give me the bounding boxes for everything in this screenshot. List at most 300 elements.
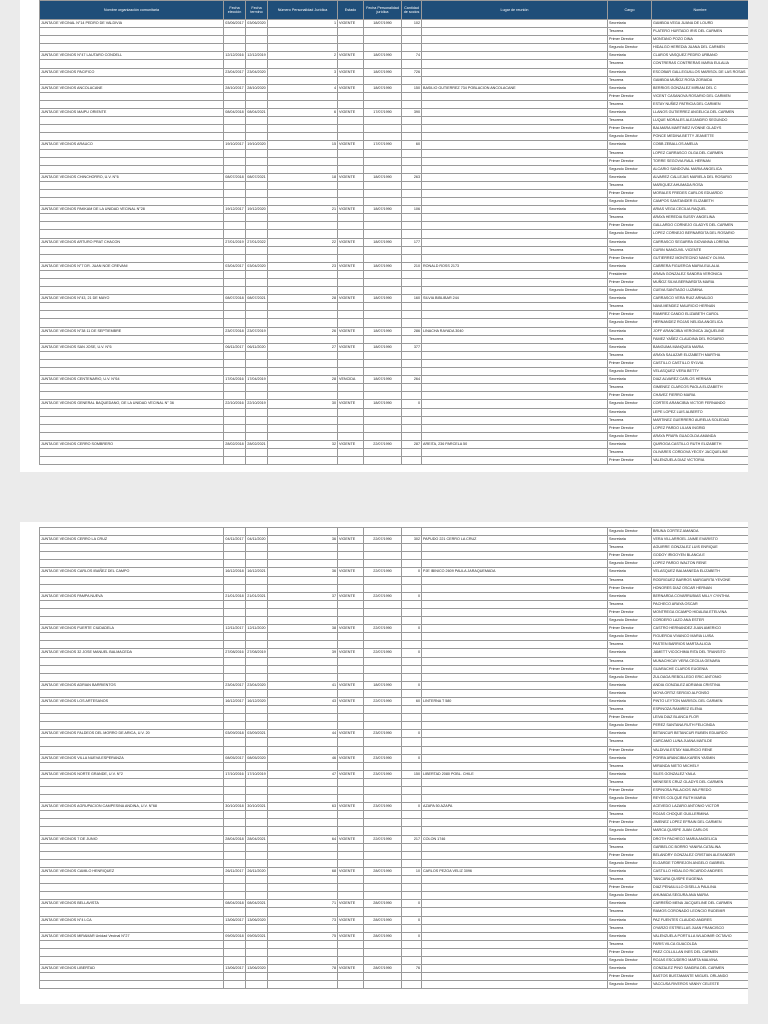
table-cell [246, 181, 268, 189]
table-cell [402, 44, 422, 52]
table-row [40, 956, 749, 964]
table-cell [40, 424, 224, 432]
table-cell [246, 600, 268, 608]
table-cell [40, 230, 224, 238]
table-cell: Secretaria [608, 867, 652, 875]
table-cell [224, 657, 246, 665]
table-cell [338, 956, 364, 964]
table-cell: 4 [268, 84, 338, 92]
table-cell [338, 884, 364, 892]
table-cell [422, 351, 608, 359]
table-cell: JUNTA DE VECINOS N°7 DR. JUAN NOE CREVANI [40, 262, 224, 270]
table-cell [246, 859, 268, 867]
table-cell [268, 665, 338, 673]
table-row [40, 351, 749, 359]
table-cell [40, 706, 224, 714]
table-cell [402, 584, 422, 592]
table-cell [422, 665, 608, 673]
table-cell: 76 [402, 965, 422, 973]
table-cell: 09/05/2018 [224, 932, 246, 940]
table-cell [338, 432, 364, 440]
table-cell [246, 738, 268, 746]
table-cell [338, 44, 364, 52]
table-cell: 0 [402, 625, 422, 633]
table-cell [422, 230, 608, 238]
table-cell [268, 270, 338, 278]
table-cell: 28/07/1990 [364, 932, 402, 940]
table-cell [224, 100, 246, 108]
table-cell [422, 973, 608, 981]
table-cell [224, 811, 246, 819]
table-cell [246, 576, 268, 584]
table-cell [246, 641, 268, 649]
table-cell [338, 408, 364, 416]
table-cell: Tesorera [608, 576, 652, 584]
table-cell: 0 [402, 916, 422, 924]
table-cell [402, 819, 422, 827]
table-row [40, 392, 749, 400]
table-row [40, 851, 749, 859]
table-cell [246, 125, 268, 133]
table-row [40, 270, 749, 278]
table-cell: 18/07/1990 [364, 327, 402, 335]
table-cell: BRUNA CORTEZ AMANDA [652, 528, 749, 536]
table-row [40, 68, 749, 76]
table-cell: CORTES ARANCIBIA VICTOR FERNANDO [652, 400, 749, 408]
table-cell: JUNTA DE VECINOS CAMILO HENRIQUEZ [40, 867, 224, 875]
table-cell [422, 20, 608, 28]
table-cell [224, 149, 246, 157]
table-cell [402, 359, 422, 367]
table-cell: Segundo Director [608, 560, 652, 568]
table-cell [246, 189, 268, 197]
table-cell [402, 722, 422, 730]
table-cell [224, 884, 246, 892]
table-cell: 160 [402, 295, 422, 303]
table-cell [402, 981, 422, 989]
table-cell [268, 859, 338, 867]
table-cell: 08/07/2021 [246, 173, 268, 181]
table-cell [40, 319, 224, 327]
table-cell: JUNTA DE VECINOS CERRO SOMBRERO [40, 440, 224, 448]
table-cell: Tesorera [608, 181, 652, 189]
table-cell: JUNTA DE VECINOS LOS ARTESANOS [40, 697, 224, 705]
table-cell [40, 181, 224, 189]
table-cell: 32 [268, 440, 338, 448]
table-cell [402, 222, 422, 230]
table-cell: Tesorera [608, 811, 652, 819]
table-cell: PORRA ARANCIBIA KAREN YASMIN [652, 754, 749, 762]
table-cell [246, 722, 268, 730]
table-cell: LEPE LOPEZ LUIS ALBERTO [652, 408, 749, 416]
table-cell: 286 [402, 327, 422, 335]
table-cell [402, 689, 422, 697]
table-cell [246, 287, 268, 295]
table-cell [422, 948, 608, 956]
table-cell [268, 28, 338, 36]
table-cell: GAMBOA VEGA JUANA DE LOURD [652, 20, 749, 28]
table-row [40, 892, 749, 900]
table-cell [246, 214, 268, 222]
table-cell [402, 36, 422, 44]
table-cell [422, 92, 608, 100]
table-cell: 28/07/1990 [364, 965, 402, 973]
table-cell [246, 254, 268, 262]
table-cell: 18/07/1990 [364, 173, 402, 181]
table-cell: 18/07/1990 [364, 343, 402, 351]
table-cell [364, 448, 402, 456]
table-cell [246, 948, 268, 956]
table-cell: 60 [402, 697, 422, 705]
table-cell: 19/12/2020 [246, 206, 268, 214]
table-cell [364, 827, 402, 835]
table-cell: VIGENTE [338, 295, 364, 303]
table-cell [338, 359, 364, 367]
column-header: Estado [338, 1, 364, 20]
table-cell: Primer Director [608, 746, 652, 754]
table-body [40, 20, 749, 465]
table-cell: CARRASCO SEGARRA GIOVANNA LORENA [652, 238, 749, 246]
table-cell [422, 956, 608, 964]
table-cell: JUNTA DE VECINOS N°4 LCA [40, 916, 224, 924]
table-cell [422, 649, 608, 657]
table-cell: RODRIGUEZ BARROS MARGARITA YEVONE [652, 576, 749, 584]
table-cell: 0 [402, 649, 422, 657]
table-cell: 08/07/2018 [224, 173, 246, 181]
table-cell: 27 [268, 343, 338, 351]
table-cell: VIGENTE [338, 916, 364, 924]
table-cell [246, 157, 268, 165]
table-cell [268, 600, 338, 608]
table-cell: 38 [268, 625, 338, 633]
table-cell [402, 948, 422, 956]
table-cell [246, 884, 268, 892]
table-cell: JUNTA DE VECINOS CHINCHORRO, U.V. N°6 [40, 173, 224, 181]
table-cell: 16/12/2020 [246, 697, 268, 705]
table-cell [246, 608, 268, 616]
table-cell [40, 617, 224, 625]
table-cell [422, 892, 608, 900]
table-cell: CASTILLO CASTILLO SYLVIA [652, 359, 749, 367]
column-header: Fecha elección [224, 1, 246, 20]
table-cell [246, 457, 268, 465]
table-cell [224, 544, 246, 552]
table-cell [402, 424, 422, 432]
table-cell [268, 287, 338, 295]
table-cell [402, 246, 422, 254]
table-cell: VENCIDA [338, 376, 364, 384]
table-cell [422, 762, 608, 770]
table-cell [364, 689, 402, 697]
table-cell [224, 222, 246, 230]
table-cell: Secretaria [608, 440, 652, 448]
table-cell: ALCARIO SANDOVAL MARIA ANGELICA [652, 165, 749, 173]
table-cell: Secretaria [608, 262, 652, 270]
table-cell: JUNTA DE VECINOS NORTE GRANDE, U.V. N°2 [40, 770, 224, 778]
table-cell [422, 924, 608, 932]
table-cell: REYES COLQUE RUTH MARIA [652, 795, 749, 803]
table-cell [364, 270, 402, 278]
table-cell: PEREZ SANTANA RUTH FELICINDA [652, 722, 749, 730]
table-cell [268, 924, 338, 932]
table-cell [246, 359, 268, 367]
table-cell [40, 859, 224, 867]
table-cell: HERNANDEZ ROJAS NELIDA ANGELICA [652, 319, 749, 327]
table-cell [402, 884, 422, 892]
table-cell: LEIVA DIAZ BLANCA FLOR [652, 714, 749, 722]
table-cell [40, 270, 224, 278]
table-cell: 18/07/1990 [364, 295, 402, 303]
table-cell [268, 940, 338, 948]
table-cell: 06/11/2017 [224, 343, 246, 351]
table-row [40, 60, 749, 68]
table-cell [402, 457, 422, 465]
table-cell: Segundo Director [608, 528, 652, 536]
table-cell: 08/04/2018 [224, 109, 246, 117]
table-cell [364, 392, 402, 400]
table-cell [246, 44, 268, 52]
table-cell: Secretaria [608, 697, 652, 705]
table-cell [338, 254, 364, 262]
table-cell: JUNTA DE VECINOS PACIFICO [40, 68, 224, 76]
table-cell: 0 [402, 803, 422, 811]
table-cell [246, 940, 268, 948]
table-cell [246, 843, 268, 851]
table-cell: BASILIO GUTIERREZ 734 POBLACION ANCOLACANE [422, 84, 608, 92]
table-cell [364, 924, 402, 932]
table-cell: 22/10/2019 [246, 400, 268, 408]
table-row [40, 335, 749, 343]
table-cell [422, 448, 608, 456]
table-cell: 150 [402, 770, 422, 778]
table-cell: GONZALEZ PINO SANDRA DEL CARMEN [652, 965, 749, 973]
table-cell [40, 787, 224, 795]
table-cell [40, 133, 224, 141]
table-cell [338, 165, 364, 173]
table-cell: JUNTA DE VECINOS FUERTE CIUDADELA [40, 625, 224, 633]
table-row [40, 827, 749, 835]
table-cell: JUNTA DE VECINAL N°14 PEDRO DE VALDIVIA [40, 20, 224, 28]
table-row [40, 576, 749, 584]
table-cell: 78 [268, 965, 338, 973]
table-cell [224, 948, 246, 956]
table-cell: 46 [268, 754, 338, 762]
table-cell [40, 214, 224, 222]
table-row [40, 141, 749, 149]
table-cell [224, 165, 246, 173]
table-cell: Secretaria [608, 68, 652, 76]
table-cell: Secretaria [608, 536, 652, 544]
table-cell [402, 165, 422, 173]
table-cell: TANCARA QUISPE EUGENIA [652, 876, 749, 884]
table-cell [246, 778, 268, 786]
table-cell [422, 60, 608, 68]
table-row [40, 900, 749, 908]
table-cell [224, 795, 246, 803]
table-cell: 16/12/2017 [224, 697, 246, 705]
table-cell: VIGENTE [338, 84, 364, 92]
table-cell: PACHECO ARAYA OSCAR [652, 600, 749, 608]
table-cell [246, 973, 268, 981]
table-cell: JUNTA DE VECINOS GENERAL BAQUEDANO, DE LA UNIDAD VECINAL N° 36 [40, 400, 224, 408]
table-cell: Secretaria [608, 84, 652, 92]
table-cell [364, 576, 402, 584]
table-cell [40, 303, 224, 311]
table-cell: 21 [268, 206, 338, 214]
table-row [40, 932, 749, 940]
table-cell [224, 28, 246, 36]
table-cell [224, 600, 246, 608]
table-cell [268, 149, 338, 157]
table-cell [338, 811, 364, 819]
table-row [40, 803, 749, 811]
table-cell [402, 608, 422, 616]
table-cell [338, 851, 364, 859]
table-cell [422, 584, 608, 592]
table-cell [224, 722, 246, 730]
table-cell [364, 44, 402, 52]
table-cell: Segundo Director [608, 892, 652, 900]
table-cell: 28/10/2020 [246, 84, 268, 92]
table-cell [364, 584, 402, 592]
table-cell [402, 924, 422, 932]
table-cell: 16/12/2021 [246, 568, 268, 576]
table-cell [338, 544, 364, 552]
table-cell [40, 819, 224, 827]
table-cell [246, 36, 268, 44]
table-cell [246, 92, 268, 100]
table-cell [40, 908, 224, 916]
table-cell [224, 762, 246, 770]
table-cell [268, 956, 338, 964]
table-cell [422, 811, 608, 819]
table-cell: 2 [268, 52, 338, 60]
table-cell: 106 [402, 206, 422, 214]
table-cell [402, 876, 422, 884]
table-cell [402, 335, 422, 343]
table-cell [40, 432, 224, 440]
table-cell [224, 76, 246, 84]
table-cell [364, 811, 402, 819]
table-cell [402, 762, 422, 770]
table-cell [246, 617, 268, 625]
table-cell [422, 544, 608, 552]
document-page-1 [20, 0, 748, 472]
table-cell [402, 303, 422, 311]
table-cell [40, 665, 224, 673]
table-cell [364, 876, 402, 884]
table-cell [246, 117, 268, 125]
table-row [40, 416, 749, 424]
table-cell [40, 384, 224, 392]
table-cell [268, 981, 338, 989]
table-row [40, 262, 749, 270]
table-cell [402, 92, 422, 100]
table-cell [40, 392, 224, 400]
table-cell [224, 746, 246, 754]
table-cell [40, 117, 224, 125]
table-cell [338, 843, 364, 851]
table-cell [364, 956, 402, 964]
table-cell [224, 714, 246, 722]
table-cell: Tesorera [608, 303, 652, 311]
table-cell: Tesorera [608, 60, 652, 68]
table-cell [402, 827, 422, 835]
table-cell [268, 181, 338, 189]
table-cell [40, 157, 224, 165]
table-cell: SILES GONZALEZ YAILA [652, 770, 749, 778]
table-cell: 0 [402, 730, 422, 738]
table-cell: 13/06/2020 [246, 916, 268, 924]
table-cell [246, 673, 268, 681]
table-cell: Primer Director [608, 819, 652, 827]
table-cell: ARAYA PRAPA GUACOLDA AMANDA [652, 432, 749, 440]
table-cell: JUNTA DE VECINOS BELLAVISTA [40, 900, 224, 908]
table-cell: GIMENEZ CLARCOS PAOLA ELIZABETH [652, 384, 749, 392]
table-cell [364, 319, 402, 327]
table-cell [402, 189, 422, 197]
table-cell [246, 746, 268, 754]
table-cell: FAMEZ YAÑEZ CLAUDINA DEL ROSARIO [652, 335, 749, 343]
table-cell [246, 528, 268, 536]
table-cell: 0 [402, 681, 422, 689]
table-cell: JUNTA DE VECINOS MAIPU ORIENTE [40, 109, 224, 117]
table-cell [224, 973, 246, 981]
table-cell: Tesorera [608, 76, 652, 84]
table-cell [422, 238, 608, 246]
table-cell [246, 230, 268, 238]
table-cell [338, 303, 364, 311]
table-cell [224, 287, 246, 295]
table-cell: Primer Director [608, 279, 652, 287]
table-cell [402, 673, 422, 681]
table-cell: Segundo Director [608, 981, 652, 989]
table-cell [268, 125, 338, 133]
table-cell [364, 157, 402, 165]
table-cell [268, 408, 338, 416]
table-cell: Segundo Director [608, 319, 652, 327]
table-cell: 28/10/2017 [224, 84, 246, 92]
table-cell [364, 714, 402, 722]
table-row [40, 20, 749, 28]
table-cell [268, 778, 338, 786]
table-cell: 08/07/2021 [246, 295, 268, 303]
table-cell [268, 416, 338, 424]
table-cell: 17/04/2019 [246, 376, 268, 384]
table-cell: 22/07/1990 [364, 592, 402, 600]
table-cell: Secretaria [608, 900, 652, 908]
table-row [40, 722, 749, 730]
table-cell: PLATERO HURTADO IRIS DEL CARMEN [652, 28, 749, 36]
table-cell [224, 432, 246, 440]
table-cell [40, 36, 224, 44]
table-cell: SILVIA BIBLIBAR 244 [422, 295, 608, 303]
table-cell [364, 100, 402, 108]
table-cell [422, 625, 608, 633]
table-cell [422, 681, 608, 689]
table-cell [422, 746, 608, 754]
table-cell [422, 133, 608, 141]
table-cell: 150 [402, 84, 422, 92]
table-cell [338, 608, 364, 616]
table-cell [224, 392, 246, 400]
table-cell [268, 424, 338, 432]
table-cell [40, 448, 224, 456]
table-cell [224, 181, 246, 189]
table-row [40, 303, 749, 311]
table-cell [268, 948, 338, 956]
table-cell: JUNTA DE VECINOS 7 DE JUNIO [40, 835, 224, 843]
